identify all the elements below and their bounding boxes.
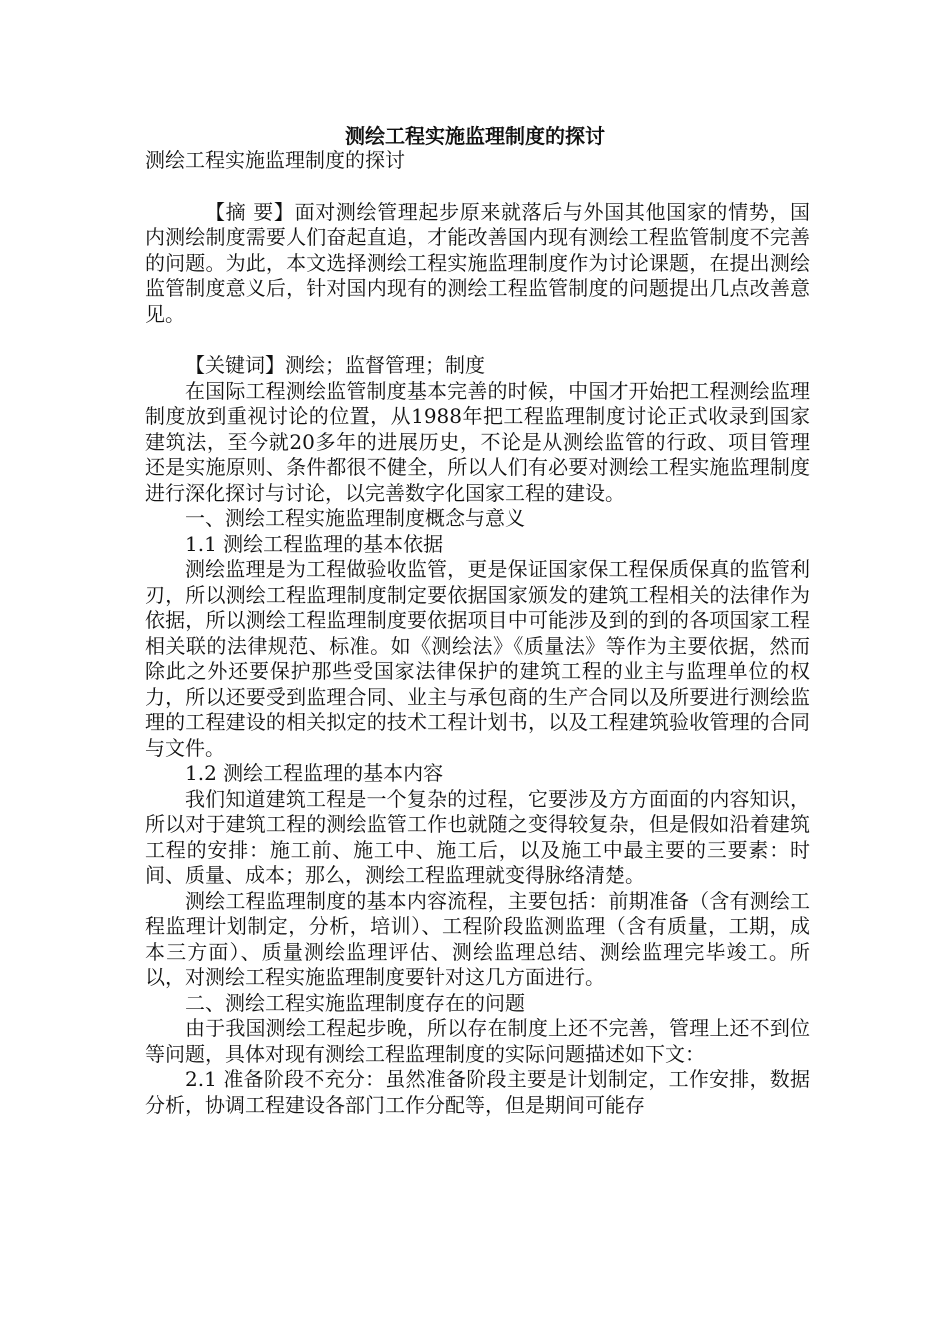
keywords-paragraph: 【关键词】测绘；监督管理；制度	[185, 353, 485, 377]
subsection-heading: 1.2 测绘工程监理的基本内容	[185, 761, 444, 785]
section-heading: 二、测绘工程实施监理制度存在的问题	[185, 990, 525, 1015]
body-paragraph: 测绘监理是为工程做验收监管，更是保证国家保工程保质保真的监管利刃，所以测绘工程监理制度制定要依据国家颁发的建筑工程相关的法律作为依据，所以测绘工程监理制度要依据项目中可能涉及到的到的各项国家工程相关联的法律规范、标准。如《测绘法》《质量法》等作为主要依据，然而除此之外还要保护那些受国家法律保护的建筑工程的业主与监理单位的权力，所以还要受到监理合同、业主与承包商的生产合同以及所要进行测绘监理的工程建设的相关拟定的技术工程计划书，以及工程建筑验收管理的合同与文件。	[145, 557, 810, 760]
body-paragraph: 在国际工程测绘监管制度基本完善的时候，中国才开始把工程测绘监理制度放到重视讨论的位置，从1988年把工程监理制度讨论正式收录到国家建筑法，至今就20多年的进展历史，不论是从测绘监管的行政、项目管理还是实施原则、条件都很不健全，所以人们有必要对测绘工程实施监理制度进行深化探讨与讨论，以完善数字化国家工程的建设。	[145, 378, 810, 505]
body-paragraph: 测绘工程监理制度的基本内容流程，主要包括：前期准备（含有测绘工程监理计划制定，分析，培训）、工程阶段监测监理（含有质量，工期，成本三方面）、质量测绘监理评估、测绘监理总结、测绘监理完毕竣工。所以，对测绘工程实施监理制度要针对这几方面进行。	[145, 888, 810, 989]
document-title: 测绘工程实施监理制度的探讨	[345, 124, 605, 148]
section-heading: 一、测绘工程实施监理制度概念与意义	[185, 506, 525, 530]
paragraph-gap	[145, 174, 810, 200]
body-paragraph: 2.1 准备阶段不充分：虽然准备阶段主要是计划制定，工作安排，数据分析，协调工程建设各部门工作分配等，但是期间可能存	[145, 1067, 810, 1117]
abstract-paragraph: 【摘 要】面对测绘管理起步原来就落后与外国其他国家的情势，国内测绘制度需要人们奋起直追，才能改善国内现有测绘工程监管制度不完善的问题。为此，本文选择测绘工程实施监理制度作为讨论课题，在提出测绘监管制度意义后，针对国内现有的测绘工程监管制度的问题提出几点改善意见。	[145, 199, 810, 326]
document-subtitle: 测绘工程实施监理制度的探讨	[145, 148, 405, 172]
body-paragraph: 我们知道建筑工程是一个复杂的过程，它要涉及方方面面的内容知识，所以对于建筑工程的测绘监管工作也就随之变得较复杂，但是假如沿着建筑工程的安排：施工前、施工中、施工后，以及施工中最主要的三要素：时间、质量、成本；那么，测绘工程监理就变得脉络清楚。	[145, 786, 810, 887]
body-paragraph: 由于我国测绘工程起步晚，所以存在制度上还不完善，管理上还不到位等问题，具体对现有测绘工程监理制度的实际问题描述如下文：	[145, 1016, 810, 1066]
document-body	[145, 148, 810, 1118]
paragraph-gap	[145, 327, 810, 353]
subsection-heading: 1.1 测绘工程监理的基本依据	[185, 531, 444, 556]
